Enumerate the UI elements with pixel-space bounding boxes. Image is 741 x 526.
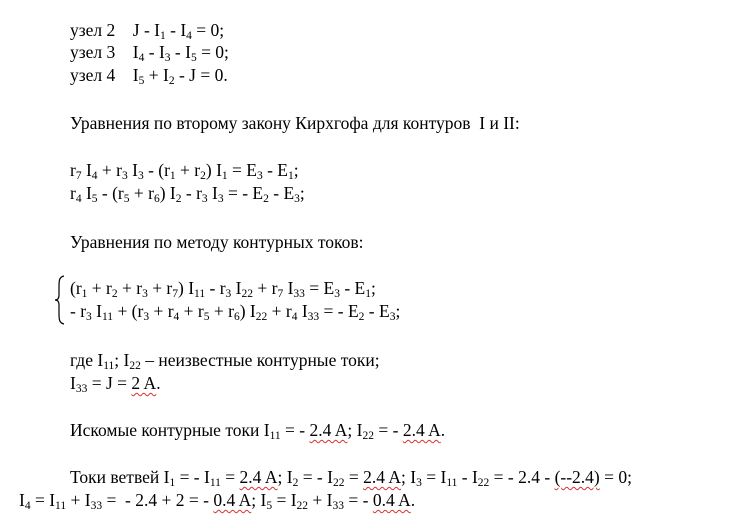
mesh-equation-2: - $r_3$ $I_{11} + (r_3 + r_4 + r_5 + r_6) I_{22} + r_4$ $I_{33}$ = - $E_2 - E_3$;: [70, 301, 401, 323]
mesh-heading: Уравнения по методу контурных токов:: [70, 232, 364, 252]
kirchhoff2-heading: Уравнения по второму закону Кирхгофа для контуров I и II:: [70, 113, 520, 133]
kirchhoff2-equation-2: $r_4$ $I_5 - (r_5 + r_6)$ $I_2 - r_3$ $I_3$ = - $E_2 - E_3$;: [70, 183, 305, 205]
branch-currents-line-1: Токи ветвей $I_1$ = - $I_{11} = 2.4$ A; $I_2$ = - $I_{22} = 2.4$ A; $I_3 = I_{11} - I_{22}$ = - 2.4 - (--2.4) = 0;: [70, 467, 632, 489]
node-equation-3: узел 3 $I_4 - I_3 - I_5 = 0$;: [70, 42, 229, 64]
branch-currents-line-2: $I_4 = I_{11} + I_{33}$ = - 2.4 + 2 = - 0.4 A; $I_5 = I_{22} + I_{33}$ = - 0.4 A.: [19, 490, 416, 512]
result-loop-currents: Искомые контурные токи $I_{11}$ = - 2.4 A; $I_{22}$ = - 2.4 A.: [70, 420, 446, 442]
known-current: $I_{33} = J = 2$ A.: [70, 373, 161, 395]
unknowns-note: где $I_{11}$; $I_{22}$ – неизвестные контурные токи;: [70, 350, 380, 372]
kirchhoff2-equation-1: $r_7$ $I_4 + r_3$ $I_3 - (r_1 + r_2) I_1 = E_3 - E_1$;: [70, 160, 299, 182]
node-equation-2: узел 2 $J - I_1 - I_4 = 0$;: [70, 20, 225, 42]
system-brace: [54, 275, 66, 325]
node-equation-4: узел 4 $I_5 + I_2 - J = 0$.: [70, 65, 228, 87]
mesh-equation-1: $(r_1 + r_2 + r_3 + r_7)$ $I_{11} - r_3$ $I_{22} + r_7$ $I_{33} = E_3 - E_1$;: [70, 278, 376, 300]
